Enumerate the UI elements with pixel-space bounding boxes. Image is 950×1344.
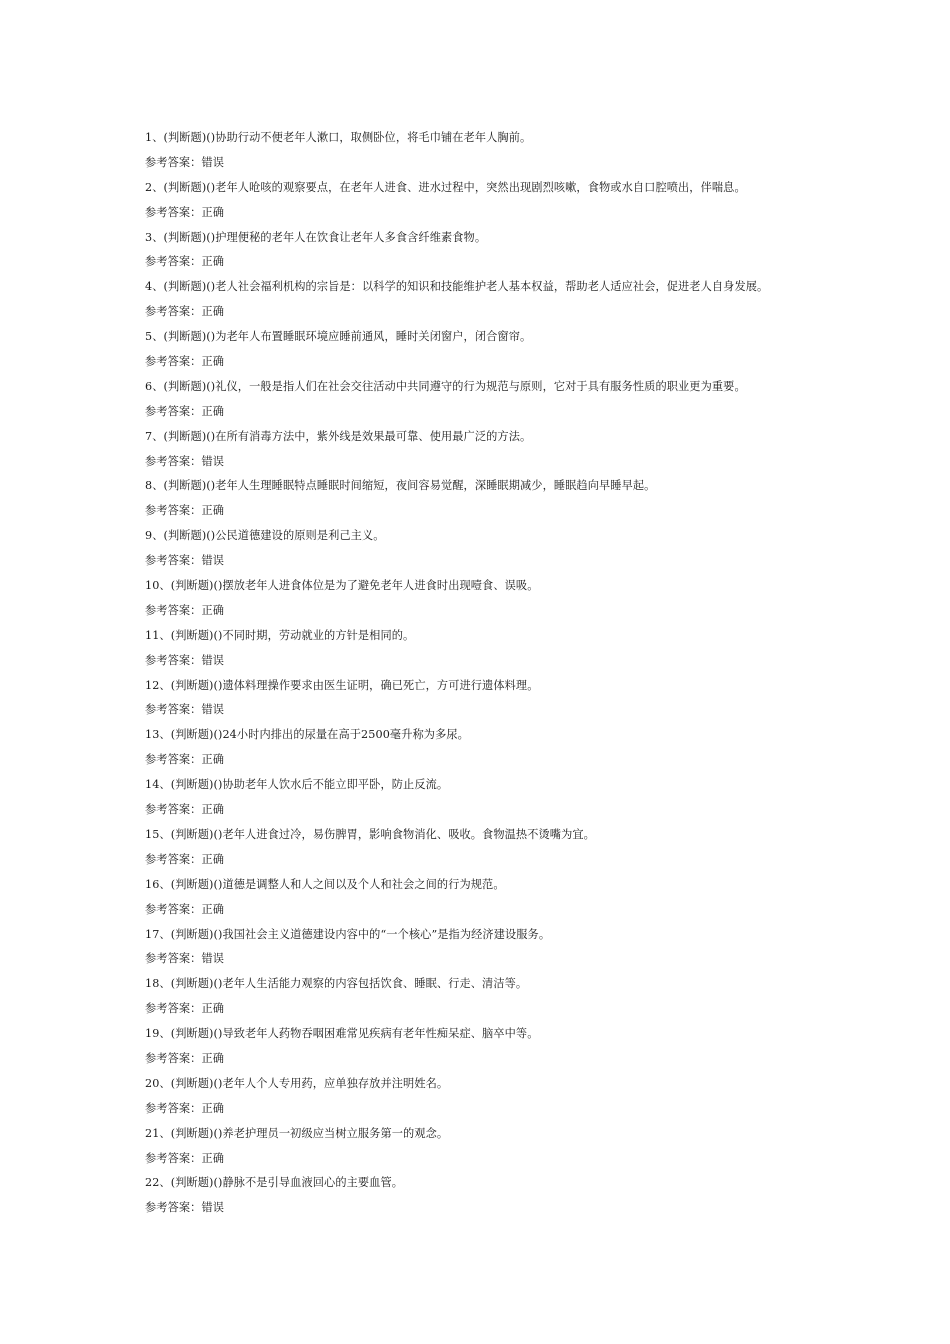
question-text: 3、(判断题)()护理便秘的老年人在饮食让老年人多食含纤维素食物。 [145,230,487,244]
answer-text: 参考答案：错误 [145,554,225,568]
answer-text: 参考答案：错误 [145,454,225,468]
question-text: 22、(判断题)()静脉不是引导血液回心的主要血管。 [145,1176,404,1190]
answer-text: 参考答案：正确 [145,504,225,518]
answer-text: 参考答案：正确 [145,603,225,617]
question-text: 10、(判断题)()摆放老年人进食体位是为了避免老年人进食时出现噎食、误吸。 [145,579,539,593]
answer-text: 参考答案：正确 [145,205,225,219]
answer-text: 参考答案：错误 [145,952,225,966]
answer-text: 参考答案：正确 [145,305,225,319]
question-text: 5、(判断题)()为老年人布置睡眠环境应睡前通风，睡时关闭窗户，闭合窗帘。 [145,330,532,344]
answer-text: 参考答案：正确 [145,1151,225,1165]
question-text: 11、(判断题)()不同时期，劳动就业的方针是相同的。 [145,628,415,642]
answer-text: 参考答案：错误 [145,653,225,667]
answer-text: 参考答案：正确 [145,1051,225,1065]
answer-text: 参考答案：正确 [145,852,225,866]
answer-text: 参考答案：错误 [145,703,225,717]
answer-text: 参考答案：正确 [145,404,225,418]
answer-text: 参考答案：错误 [145,1201,225,1215]
answer-text: 参考答案：正确 [145,1101,225,1115]
answer-text: 参考答案：正确 [145,255,225,269]
question-text: 1、(判断题)()协助行动不便老年人漱口，取侧卧位，将毛巾铺在老年人胸前。 [145,131,532,144]
answer-text: 参考答案：正确 [145,902,225,916]
question-text: 18、(判断题)()老年人生活能力观察的内容包括饮食、睡眠、行走、清洁等。 [145,977,528,991]
question-text: 2、(判断题)()老年人呛咳的观察要点，在老年人进食、进水过程中，突然出现剧烈咳嗽，食物或水自口腔喷出，伴喘息。 [145,180,746,194]
question-text: 8、(判断题)()老年人生理睡眠特点睡眠时间缩短，夜间容易觉醒，深睡眠期减少，睡眠趋向早睡早起。 [145,479,656,493]
question-text: 9、(判断题)()公民道德建设的原则是利己主义。 [145,529,385,543]
question-text: 21、(判断题)()养老护理员一初级应当树立服务第一的观念。 [145,1126,449,1140]
question-text: 13、(判断题)()24小时内排出的尿量在高于2500毫升称为多尿。 [145,728,469,742]
question-text: 16、(判断题)()道德是调整人和人之间以及个人和社会之间的行为规范。 [145,877,505,891]
question-text: 7、(判断题)()在所有消毒方法中，紫外线是效果最可靠、使用最广泛的方法。 [145,429,532,443]
question-text: 6、(判断题)()礼仪，一般是指人们在社会交往活动中共同遵守的行为规范与原则，它对于具有服务性质的职业更为重要。 [145,379,746,393]
question-text: 17、(判断题)()我国社会主义道德建设内容中的“一个核心”是指为经济建设服务。 [145,927,551,941]
question-text: 12、(判断题)()遗体料理操作要求由医生证明，确已死亡，方可进行遗体料理。 [145,678,539,692]
question-text: 19、(判断题)()导致老年人药物吞咽困难常见疾病有老年性痴呆症、脑卒中等。 [145,1027,539,1041]
answer-text: 参考答案：正确 [145,1002,225,1016]
question-list [145,126,845,1221]
question-text: 20、(判断题)()老年人个人专用药，应单独存放并注明姓名。 [145,1076,449,1090]
question-text: 4、(判断题)()老人社会福利机构的宗旨是：以科学的知识和技能维护老人基本权益，帮助老人适应社会，促进老人自身发展。 [145,280,769,294]
question-text: 15、(判断题)()老年人进食过冷，易伤脾胃，影响食物消化、吸收。食物温热不烫嘴为宜。 [145,827,595,841]
answer-text: 参考答案：正确 [145,753,225,767]
question-text: 14、(判断题)()协助老年人饮水后不能立即平卧，防止反流。 [145,778,449,792]
answer-text: 参考答案：正确 [145,355,225,369]
answer-text: 参考答案：正确 [145,803,225,817]
answer-text: 参考答案：错误 [145,155,225,169]
